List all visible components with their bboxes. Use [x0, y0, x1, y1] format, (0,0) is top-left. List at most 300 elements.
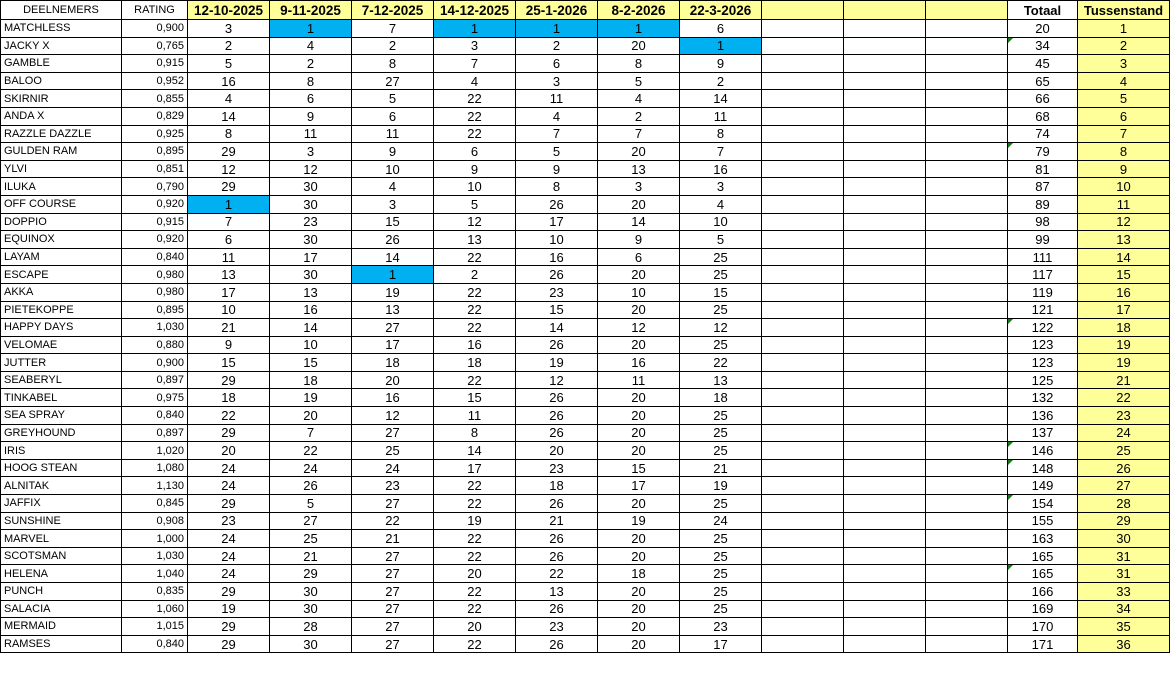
race-score-cell[interactable]: 10 [516, 231, 598, 249]
race-score-cell[interactable]: 14 [352, 248, 434, 266]
race-score-cell[interactable]: 10 [598, 283, 680, 301]
participant-name-cell[interactable]: TINKABEL [1, 389, 122, 407]
empty-cell[interactable] [762, 213, 844, 231]
race-score-cell[interactable]: 19 [680, 477, 762, 495]
race-score-cell[interactable]: 8 [680, 125, 762, 143]
participant-name-cell[interactable]: SKIRNIR [1, 90, 122, 108]
race-score-cell[interactable]: 25 [680, 547, 762, 565]
race-score-cell[interactable]: 25 [680, 600, 762, 618]
race-score-cell[interactable]: 4 [680, 195, 762, 213]
participant-name-cell[interactable]: SCOTSMAN [1, 547, 122, 565]
total-cell[interactable]: 149 [1008, 477, 1078, 495]
race-score-cell[interactable]: 25 [680, 301, 762, 319]
empty-cell[interactable] [844, 424, 926, 442]
race-score-cell[interactable]: 23 [516, 618, 598, 636]
race-score-cell[interactable]: 19 [188, 600, 270, 618]
empty-cell[interactable] [926, 547, 1008, 565]
race-score-cell[interactable]: 20 [270, 407, 352, 425]
race-score-cell[interactable]: 5 [188, 55, 270, 73]
rating-cell[interactable]: 0,980 [122, 283, 188, 301]
race-score-cell[interactable]: 14 [680, 90, 762, 108]
race-score-cell[interactable]: 27 [352, 495, 434, 513]
participant-name-cell[interactable]: YLVI [1, 160, 122, 178]
rating-cell[interactable]: 0,952 [122, 72, 188, 90]
race-score-cell[interactable]: 19 [598, 512, 680, 530]
race-score-cell[interactable]: 20 [598, 583, 680, 601]
race-score-cell[interactable]: 18 [680, 389, 762, 407]
race-score-cell[interactable]: 18 [598, 565, 680, 583]
empty-cell[interactable] [844, 160, 926, 178]
race-score-cell[interactable]: 22 [434, 530, 516, 548]
race-score-cell[interactable]: 14 [598, 213, 680, 231]
race-score-cell[interactable]: 16 [434, 336, 516, 354]
race-score-cell[interactable]: 26 [516, 389, 598, 407]
race-score-cell[interactable]: 22 [516, 565, 598, 583]
standing-cell[interactable]: 22 [1078, 389, 1170, 407]
race-score-cell[interactable]: 24 [680, 512, 762, 530]
empty-cell[interactable] [762, 178, 844, 196]
empty-cell[interactable] [762, 477, 844, 495]
race-score-cell[interactable]: 11 [188, 248, 270, 266]
empty-cell[interactable] [762, 231, 844, 249]
total-cell[interactable]: 65 [1008, 72, 1078, 90]
standing-cell[interactable]: 21 [1078, 371, 1170, 389]
standing-cell[interactable]: 19 [1078, 354, 1170, 372]
race-score-cell[interactable]: 24 [188, 565, 270, 583]
race-score-cell[interactable]: 11 [434, 407, 516, 425]
empty-cell[interactable] [926, 512, 1008, 530]
empty-cell[interactable] [926, 407, 1008, 425]
race-score-cell[interactable]: 21 [270, 547, 352, 565]
empty-cell[interactable] [926, 248, 1008, 266]
race-score-cell[interactable]: 4 [352, 178, 434, 196]
race-score-cell[interactable]: 30 [270, 600, 352, 618]
rating-cell[interactable]: 0,900 [122, 20, 188, 38]
race-score-cell[interactable]: 29 [188, 618, 270, 636]
race-score-cell[interactable]: 1 [434, 20, 516, 38]
rating-cell[interactable]: 0,920 [122, 195, 188, 213]
race-score-cell[interactable]: 30 [270, 266, 352, 284]
race-score-cell[interactable]: 25 [680, 442, 762, 460]
standing-cell[interactable]: 3 [1078, 55, 1170, 73]
total-cell[interactable]: 68 [1008, 107, 1078, 125]
rating-cell[interactable]: 1,020 [122, 442, 188, 460]
race-score-cell[interactable]: 22 [680, 354, 762, 372]
race-score-cell[interactable]: 21 [516, 512, 598, 530]
total-cell[interactable]: 20 [1008, 20, 1078, 38]
race-score-cell[interactable]: 1 [516, 20, 598, 38]
empty-cell[interactable] [926, 266, 1008, 284]
race-score-cell[interactable]: 10 [188, 301, 270, 319]
standing-cell[interactable]: 30 [1078, 530, 1170, 548]
header-rating[interactable]: RATING [122, 1, 188, 20]
race-score-cell[interactable]: 26 [516, 424, 598, 442]
rating-cell[interactable]: 1,080 [122, 459, 188, 477]
standing-cell[interactable]: 26 [1078, 459, 1170, 477]
empty-cell[interactable] [926, 459, 1008, 477]
race-score-cell[interactable]: 29 [188, 371, 270, 389]
race-score-cell[interactable]: 21 [352, 530, 434, 548]
race-score-cell[interactable]: 4 [516, 107, 598, 125]
race-score-cell[interactable]: 20 [598, 143, 680, 161]
race-score-cell[interactable]: 6 [434, 143, 516, 161]
race-score-cell[interactable]: 27 [352, 635, 434, 653]
rating-cell[interactable]: 0,915 [122, 213, 188, 231]
race-score-cell[interactable]: 23 [188, 512, 270, 530]
total-cell[interactable]: 89 [1008, 195, 1078, 213]
race-score-cell[interactable]: 4 [598, 90, 680, 108]
participant-name-cell[interactable]: HOOG STEAN [1, 459, 122, 477]
total-cell[interactable]: 111 [1008, 248, 1078, 266]
race-score-cell[interactable]: 20 [598, 600, 680, 618]
race-score-cell[interactable]: 2 [188, 37, 270, 55]
race-score-cell[interactable]: 18 [352, 354, 434, 372]
rating-cell[interactable]: 0,840 [122, 407, 188, 425]
race-score-cell[interactable]: 1 [680, 37, 762, 55]
empty-cell[interactable] [762, 565, 844, 583]
race-score-cell[interactable]: 5 [270, 495, 352, 513]
participant-name-cell[interactable]: DOPPIO [1, 213, 122, 231]
total-cell[interactable]: 117 [1008, 266, 1078, 284]
total-cell[interactable]: 136 [1008, 407, 1078, 425]
empty-cell[interactable] [844, 248, 926, 266]
race-score-cell[interactable]: 19 [434, 512, 516, 530]
standing-cell[interactable]: 12 [1078, 213, 1170, 231]
empty-cell[interactable] [762, 354, 844, 372]
empty-cell[interactable] [926, 283, 1008, 301]
race-score-cell[interactable]: 10 [680, 213, 762, 231]
race-score-cell[interactable]: 13 [352, 301, 434, 319]
standing-cell[interactable]: 8 [1078, 143, 1170, 161]
participant-name-cell[interactable]: GULDEN RAM [1, 143, 122, 161]
standing-cell[interactable]: 14 [1078, 248, 1170, 266]
standing-cell[interactable]: 2 [1078, 37, 1170, 55]
race-score-cell[interactable]: 22 [434, 635, 516, 653]
race-score-cell[interactable]: 27 [352, 600, 434, 618]
race-score-cell[interactable]: 22 [434, 301, 516, 319]
race-score-cell[interactable]: 11 [352, 125, 434, 143]
total-cell[interactable]: 119 [1008, 283, 1078, 301]
header-empty-cell[interactable] [926, 1, 1008, 20]
race-score-cell[interactable]: 29 [188, 495, 270, 513]
race-score-cell[interactable]: 26 [516, 600, 598, 618]
empty-cell[interactable] [844, 530, 926, 548]
empty-cell[interactable] [844, 600, 926, 618]
standing-cell[interactable]: 25 [1078, 442, 1170, 460]
empty-cell[interactable] [926, 477, 1008, 495]
rating-cell[interactable]: 0,975 [122, 389, 188, 407]
race-score-cell[interactable]: 25 [680, 407, 762, 425]
empty-cell[interactable] [762, 512, 844, 530]
total-cell[interactable]: 171 [1008, 635, 1078, 653]
total-cell[interactable]: 66 [1008, 90, 1078, 108]
race-score-cell[interactable]: 2 [598, 107, 680, 125]
empty-cell[interactable] [926, 20, 1008, 38]
participant-name-cell[interactable]: MARVEL [1, 530, 122, 548]
empty-cell[interactable] [762, 424, 844, 442]
race-score-cell[interactable]: 20 [516, 442, 598, 460]
race-score-cell[interactable]: 17 [598, 477, 680, 495]
race-score-cell[interactable]: 22 [270, 442, 352, 460]
rating-cell[interactable]: 0,840 [122, 635, 188, 653]
rating-cell[interactable]: 0,980 [122, 266, 188, 284]
empty-cell[interactable] [762, 371, 844, 389]
race-score-cell[interactable]: 1 [598, 20, 680, 38]
race-score-cell[interactable]: 15 [352, 213, 434, 231]
race-score-cell[interactable]: 19 [270, 389, 352, 407]
empty-cell[interactable] [844, 266, 926, 284]
header-date[interactable]: 9-11-2025 [270, 1, 352, 20]
rating-cell[interactable]: 0,880 [122, 336, 188, 354]
race-score-cell[interactable]: 22 [434, 125, 516, 143]
total-cell[interactable]: 163 [1008, 530, 1078, 548]
empty-cell[interactable] [844, 195, 926, 213]
race-score-cell[interactable]: 27 [352, 72, 434, 90]
total-cell[interactable]: 125 [1008, 371, 1078, 389]
race-score-cell[interactable]: 17 [680, 635, 762, 653]
race-score-cell[interactable]: 3 [680, 178, 762, 196]
empty-cell[interactable] [844, 143, 926, 161]
race-score-cell[interactable]: 17 [188, 283, 270, 301]
race-score-cell[interactable]: 20 [598, 37, 680, 55]
empty-cell[interactable] [762, 248, 844, 266]
empty-cell[interactable] [844, 336, 926, 354]
standing-cell[interactable]: 7 [1078, 125, 1170, 143]
race-score-cell[interactable]: 15 [434, 389, 516, 407]
race-score-cell[interactable]: 20 [598, 530, 680, 548]
race-score-cell[interactable]: 25 [680, 248, 762, 266]
participant-name-cell[interactable]: ESCAPE [1, 266, 122, 284]
standing-cell[interactable]: 1 [1078, 20, 1170, 38]
race-score-cell[interactable]: 3 [434, 37, 516, 55]
total-cell[interactable]: 121 [1008, 301, 1078, 319]
race-score-cell[interactable]: 4 [434, 72, 516, 90]
participant-name-cell[interactable]: RAZZLE DAZZLE [1, 125, 122, 143]
rating-cell[interactable]: 0,840 [122, 248, 188, 266]
empty-cell[interactable] [762, 266, 844, 284]
race-score-cell[interactable]: 8 [598, 55, 680, 73]
standing-cell[interactable]: 29 [1078, 512, 1170, 530]
race-score-cell[interactable]: 17 [434, 459, 516, 477]
race-score-cell[interactable]: 9 [434, 160, 516, 178]
empty-cell[interactable] [926, 90, 1008, 108]
empty-cell[interactable] [762, 107, 844, 125]
race-score-cell[interactable]: 29 [188, 635, 270, 653]
rating-cell[interactable]: 0,845 [122, 495, 188, 513]
race-score-cell[interactable]: 26 [516, 195, 598, 213]
standing-cell[interactable]: 11 [1078, 195, 1170, 213]
race-score-cell[interactable]: 29 [188, 143, 270, 161]
race-score-cell[interactable]: 7 [270, 424, 352, 442]
race-score-cell[interactable]: 26 [516, 495, 598, 513]
header-date[interactable]: 22-3-2026 [680, 1, 762, 20]
total-cell[interactable]: 123 [1008, 336, 1078, 354]
empty-cell[interactable] [844, 213, 926, 231]
race-score-cell[interactable]: 4 [188, 90, 270, 108]
empty-cell[interactable] [926, 389, 1008, 407]
race-score-cell[interactable]: 26 [270, 477, 352, 495]
race-score-cell[interactable]: 9 [188, 336, 270, 354]
race-score-cell[interactable]: 17 [352, 336, 434, 354]
total-cell[interactable]: 137 [1008, 424, 1078, 442]
race-score-cell[interactable]: 27 [352, 424, 434, 442]
race-score-cell[interactable]: 17 [516, 213, 598, 231]
race-score-cell[interactable]: 7 [352, 20, 434, 38]
participant-name-cell[interactable]: JAFFIX [1, 495, 122, 513]
race-score-cell[interactable]: 23 [516, 283, 598, 301]
total-cell[interactable]: 132 [1008, 389, 1078, 407]
race-score-cell[interactable]: 22 [434, 107, 516, 125]
race-score-cell[interactable]: 7 [680, 143, 762, 161]
race-score-cell[interactable]: 20 [598, 336, 680, 354]
race-score-cell[interactable]: 27 [270, 512, 352, 530]
header-date[interactable]: 25-1-2026 [516, 1, 598, 20]
standing-cell[interactable]: 5 [1078, 90, 1170, 108]
empty-cell[interactable] [844, 565, 926, 583]
race-score-cell[interactable]: 29 [188, 178, 270, 196]
race-score-cell[interactable]: 23 [680, 618, 762, 636]
rating-cell[interactable]: 1,000 [122, 530, 188, 548]
rating-cell[interactable]: 0,920 [122, 231, 188, 249]
race-score-cell[interactable]: 9 [680, 55, 762, 73]
race-score-cell[interactable]: 3 [270, 143, 352, 161]
race-score-cell[interactable]: 22 [434, 248, 516, 266]
race-score-cell[interactable]: 24 [188, 547, 270, 565]
race-score-cell[interactable]: 30 [270, 195, 352, 213]
empty-cell[interactable] [762, 125, 844, 143]
empty-cell[interactable] [844, 635, 926, 653]
participant-name-cell[interactable]: SALACIA [1, 600, 122, 618]
race-score-cell[interactable]: 5 [434, 195, 516, 213]
race-score-cell[interactable]: 29 [188, 583, 270, 601]
race-score-cell[interactable]: 5 [680, 231, 762, 249]
race-score-cell[interactable]: 20 [598, 495, 680, 513]
race-score-cell[interactable]: 22 [434, 583, 516, 601]
participant-name-cell[interactable]: SUNSHINE [1, 512, 122, 530]
race-score-cell[interactable]: 26 [352, 231, 434, 249]
race-score-cell[interactable]: 18 [516, 477, 598, 495]
race-score-cell[interactable]: 1 [270, 20, 352, 38]
race-score-cell[interactable]: 20 [598, 635, 680, 653]
standing-cell[interactable]: 9 [1078, 160, 1170, 178]
race-score-cell[interactable]: 2 [516, 37, 598, 55]
standing-cell[interactable]: 24 [1078, 424, 1170, 442]
total-cell[interactable]: 170 [1008, 618, 1078, 636]
race-score-cell[interactable]: 20 [598, 618, 680, 636]
rating-cell[interactable]: 0,851 [122, 160, 188, 178]
empty-cell[interactable] [926, 530, 1008, 548]
empty-cell[interactable] [762, 583, 844, 601]
empty-cell[interactable] [762, 635, 844, 653]
standing-cell[interactable]: 10 [1078, 178, 1170, 196]
race-score-cell[interactable]: 6 [598, 248, 680, 266]
race-score-cell[interactable]: 15 [188, 354, 270, 372]
race-score-cell[interactable]: 19 [516, 354, 598, 372]
race-score-cell[interactable]: 8 [352, 55, 434, 73]
empty-cell[interactable] [844, 301, 926, 319]
empty-cell[interactable] [762, 319, 844, 337]
empty-cell[interactable] [762, 143, 844, 161]
race-score-cell[interactable]: 27 [352, 547, 434, 565]
empty-cell[interactable] [926, 565, 1008, 583]
race-score-cell[interactable]: 9 [516, 160, 598, 178]
race-score-cell[interactable]: 15 [680, 283, 762, 301]
empty-cell[interactable] [762, 600, 844, 618]
rating-cell[interactable]: 0,790 [122, 178, 188, 196]
header-total[interactable]: Totaal [1008, 1, 1078, 20]
race-score-cell[interactable]: 20 [598, 266, 680, 284]
total-cell[interactable]: 122 [1008, 319, 1078, 337]
race-score-cell[interactable]: 11 [598, 371, 680, 389]
empty-cell[interactable] [762, 530, 844, 548]
empty-cell[interactable] [762, 72, 844, 90]
race-score-cell[interactable]: 13 [270, 283, 352, 301]
race-score-cell[interactable]: 4 [270, 37, 352, 55]
header-date[interactable]: 14-12-2025 [434, 1, 516, 20]
participant-name-cell[interactable]: PUNCH [1, 583, 122, 601]
race-score-cell[interactable]: 26 [516, 530, 598, 548]
empty-cell[interactable] [926, 55, 1008, 73]
participant-name-cell[interactable]: BALOO [1, 72, 122, 90]
race-score-cell[interactable]: 16 [598, 354, 680, 372]
race-score-cell[interactable]: 20 [598, 407, 680, 425]
race-score-cell[interactable]: 17 [270, 248, 352, 266]
standing-cell[interactable]: 36 [1078, 635, 1170, 653]
participant-name-cell[interactable]: RAMSES [1, 635, 122, 653]
race-score-cell[interactable]: 20 [188, 442, 270, 460]
header-date[interactable]: 8-2-2026 [598, 1, 680, 20]
standing-cell[interactable]: 31 [1078, 547, 1170, 565]
race-score-cell[interactable]: 10 [270, 336, 352, 354]
total-cell[interactable]: 123 [1008, 354, 1078, 372]
race-score-cell[interactable]: 24 [188, 459, 270, 477]
empty-cell[interactable] [844, 459, 926, 477]
race-score-cell[interactable]: 25 [680, 530, 762, 548]
race-score-cell[interactable]: 8 [516, 178, 598, 196]
race-score-cell[interactable]: 7 [598, 125, 680, 143]
total-cell[interactable]: 79 [1008, 143, 1078, 161]
participant-name-cell[interactable]: GREYHOUND [1, 424, 122, 442]
race-score-cell[interactable]: 15 [516, 301, 598, 319]
participant-name-cell[interactable]: EQUINOX [1, 231, 122, 249]
race-score-cell[interactable]: 16 [270, 301, 352, 319]
empty-cell[interactable] [926, 143, 1008, 161]
empty-cell[interactable] [762, 618, 844, 636]
empty-cell[interactable] [926, 178, 1008, 196]
race-score-cell[interactable]: 21 [680, 459, 762, 477]
race-score-cell[interactable]: 3 [188, 20, 270, 38]
race-score-cell[interactable]: 27 [352, 618, 434, 636]
total-cell[interactable]: 99 [1008, 231, 1078, 249]
header-date[interactable]: 12-10-2025 [188, 1, 270, 20]
header-empty-cell[interactable] [844, 1, 926, 20]
empty-cell[interactable] [762, 55, 844, 73]
race-score-cell[interactable]: 9 [352, 143, 434, 161]
race-score-cell[interactable]: 12 [352, 407, 434, 425]
rating-cell[interactable]: 1,060 [122, 600, 188, 618]
race-score-cell[interactable]: 6 [680, 20, 762, 38]
race-score-cell[interactable]: 13 [598, 160, 680, 178]
race-score-cell[interactable]: 12 [434, 213, 516, 231]
empty-cell[interactable] [926, 319, 1008, 337]
empty-cell[interactable] [844, 37, 926, 55]
empty-cell[interactable] [926, 72, 1008, 90]
participant-name-cell[interactable]: ILUKA [1, 178, 122, 196]
race-score-cell[interactable]: 12 [188, 160, 270, 178]
participant-name-cell[interactable]: LAYAM [1, 248, 122, 266]
empty-cell[interactable] [762, 547, 844, 565]
empty-cell[interactable] [844, 319, 926, 337]
